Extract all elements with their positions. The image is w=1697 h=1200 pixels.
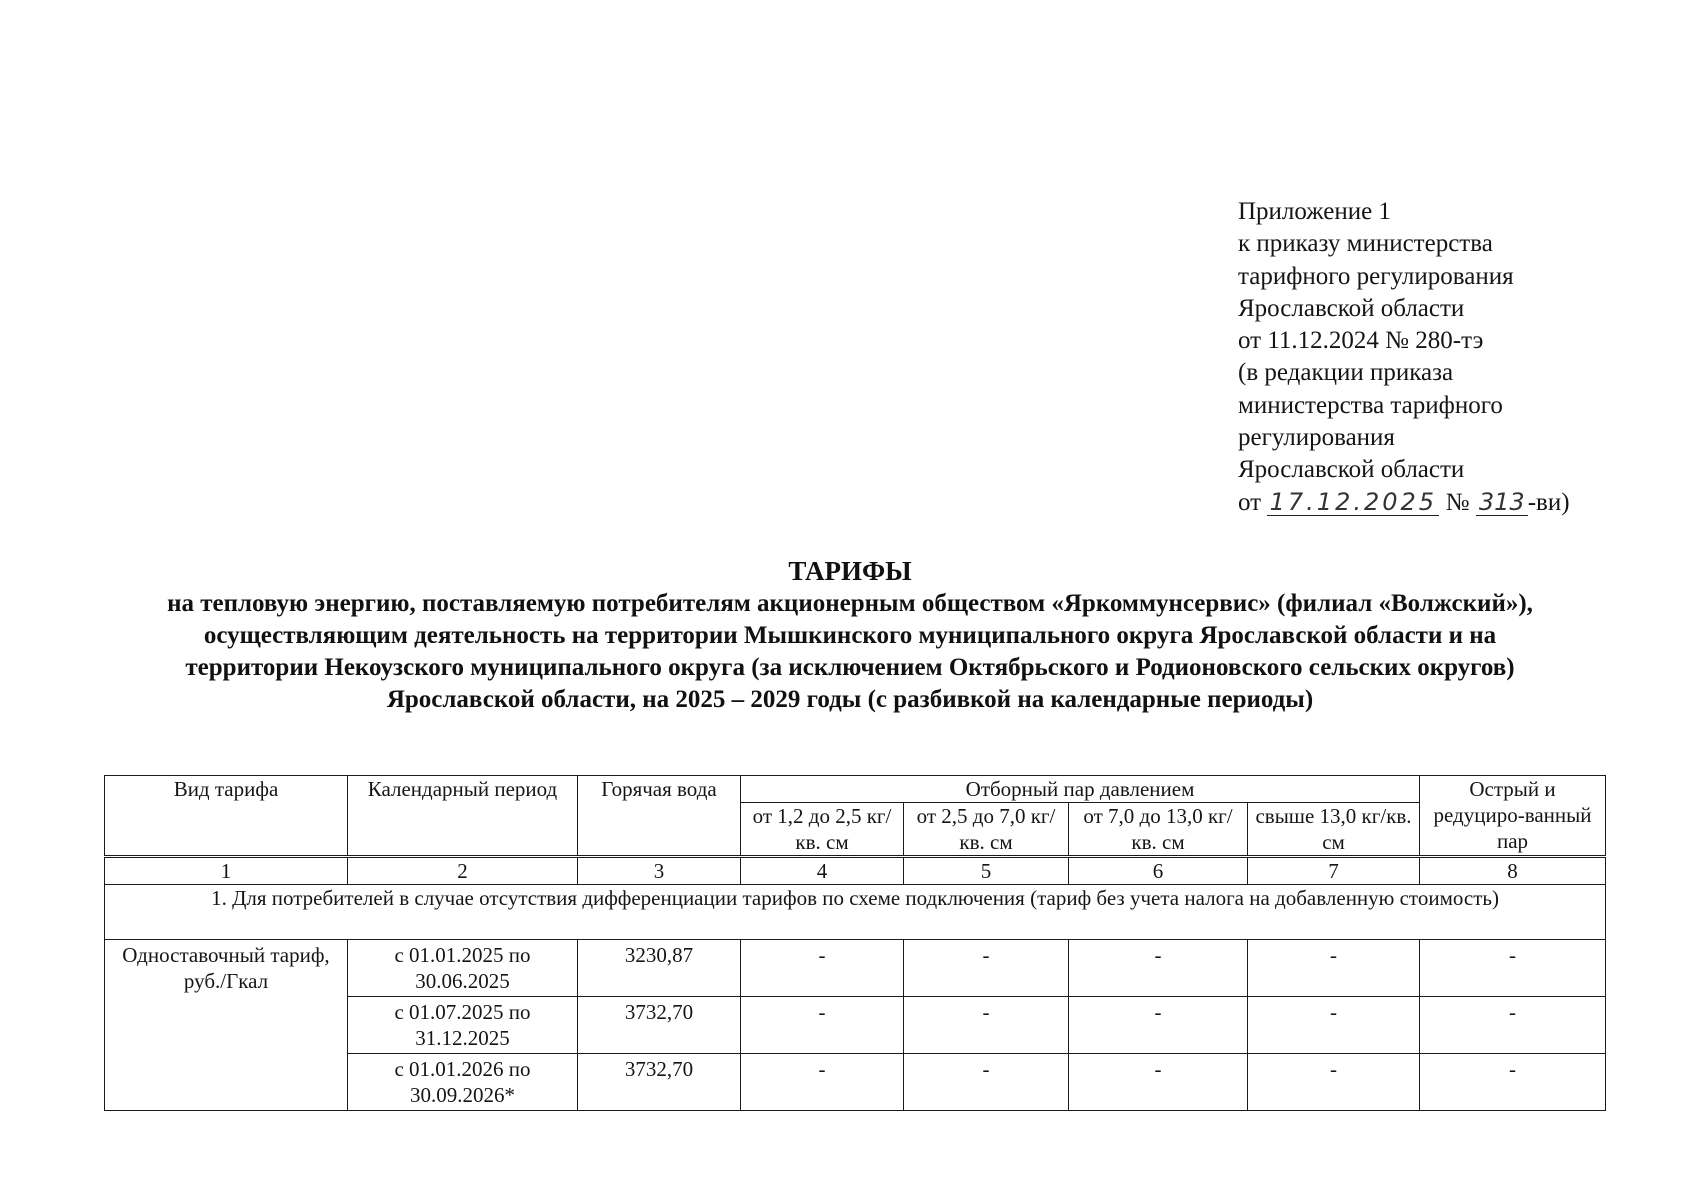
column-number-row [105, 857, 1606, 885]
appendix-line: (в редакции приказа [1238, 359, 1454, 387]
handwritten-date: 17.12.2025 [1267, 489, 1439, 516]
column-number: 7 [1248, 857, 1420, 885]
steam-4-cell: - [1248, 1054, 1420, 1111]
hot-water-cell: 3732,70 [578, 1054, 741, 1111]
appendix-suffix: -ви) [1527, 488, 1570, 516]
steam-1-cell: - [741, 1054, 904, 1111]
appendix-line: Ярославской области [1238, 294, 1465, 322]
header-sharp-steam: Острый и редуциро-ванный пар [1420, 776, 1606, 857]
tariffs-table [104, 775, 1606, 1111]
steam-1-cell: - [741, 940, 904, 997]
header-steam-2: от 2,5 до 7,0 кг/кв. см [904, 803, 1069, 857]
handwritten-number: 313 [1476, 489, 1528, 516]
appendix-prefix: от [1238, 488, 1262, 516]
appendix-line: Приложение 1 [1238, 198, 1391, 225]
appendix-line: регулирования [1238, 424, 1395, 452]
steam-4-cell: - [1248, 997, 1420, 1054]
steam-2-cell: - [904, 997, 1069, 1054]
appendix-line: от 11.12.2024 № 280-тэ [1238, 327, 1484, 355]
document-heading [140, 554, 1560, 716]
header-tariff-type: Вид тарифа [105, 776, 348, 857]
steam-1-cell: - [741, 997, 904, 1054]
appendix-line: к приказу министерства [1238, 230, 1493, 258]
document-subtitle: на тепловую энергию, поставляемую потребителям акционерным обществом «Яркоммунсервис» (филиал «Волжский»), осуществляющим деятельность на территории Мышкинского муниципального округа Ярославской области и на территории Некоузского муниципального округа (за исключением Октябрьского и Родионовского сельских округов) Ярославской области, на 2025 – 2029 годы (с разбивкой на календарные периоды) [167, 590, 1533, 713]
period-cell: с 01.01.2026 по 30.09.2026* [348, 1054, 578, 1111]
steam-4-cell: - [1248, 940, 1420, 997]
column-number: 2 [348, 857, 578, 885]
column-number: 4 [741, 857, 904, 885]
sharp-steam-cell: - [1420, 1054, 1606, 1111]
header-hot-water: Горячая вода [578, 776, 741, 857]
column-number: 3 [578, 857, 741, 885]
header-steam-3: от 7,0 до 13,0 кг/кв. см [1069, 803, 1248, 857]
number-sign: № [1445, 488, 1470, 516]
period-cell: с 01.07.2025 по 31.12.2025 [348, 997, 578, 1054]
table-row [105, 940, 1606, 997]
appendix-line: Ярославской области [1238, 456, 1465, 484]
appendix-signature-line [1238, 487, 1570, 519]
steam-3-cell: - [1069, 940, 1248, 997]
steam-2-cell: - [904, 940, 1069, 997]
column-number: 8 [1420, 857, 1606, 885]
document-title: ТАРИФЫ [788, 556, 912, 586]
steam-3-cell: - [1069, 1054, 1248, 1111]
section-heading: 1. Для потребителей в случае отсутствия дифференциации тарифов по схеме подключения (тариф без учета налога на добавленную стоимость) [105, 885, 1606, 940]
header-steam-4: свыше 13,0 кг/кв. см [1248, 803, 1420, 857]
column-number: 5 [904, 857, 1069, 885]
hot-water-cell: 3732,70 [578, 997, 741, 1054]
appendix-line: тарифного регулирования [1238, 262, 1514, 290]
header-steam-1: от 1,2 до 2,5 кг/кв. см [741, 803, 904, 857]
tariff-type-cell: Одноставочный тариф, руб./Гкал [105, 940, 348, 1111]
period-cell: с 01.01.2025 по 30.06.2025 [348, 940, 578, 997]
column-number: 1 [105, 857, 348, 885]
hot-water-cell: 3230,87 [578, 940, 741, 997]
steam-3-cell: - [1069, 997, 1248, 1054]
column-number: 6 [1069, 857, 1248, 885]
appendix-block [1238, 196, 1570, 519]
steam-2-cell: - [904, 1054, 1069, 1111]
appendix-line: министерства тарифного [1238, 391, 1503, 419]
sharp-steam-cell: - [1420, 940, 1606, 997]
header-period: Календарный период [348, 776, 578, 857]
header-steam-group: Отборный пар давлением [741, 776, 1420, 803]
sharp-steam-cell: - [1420, 997, 1606, 1054]
